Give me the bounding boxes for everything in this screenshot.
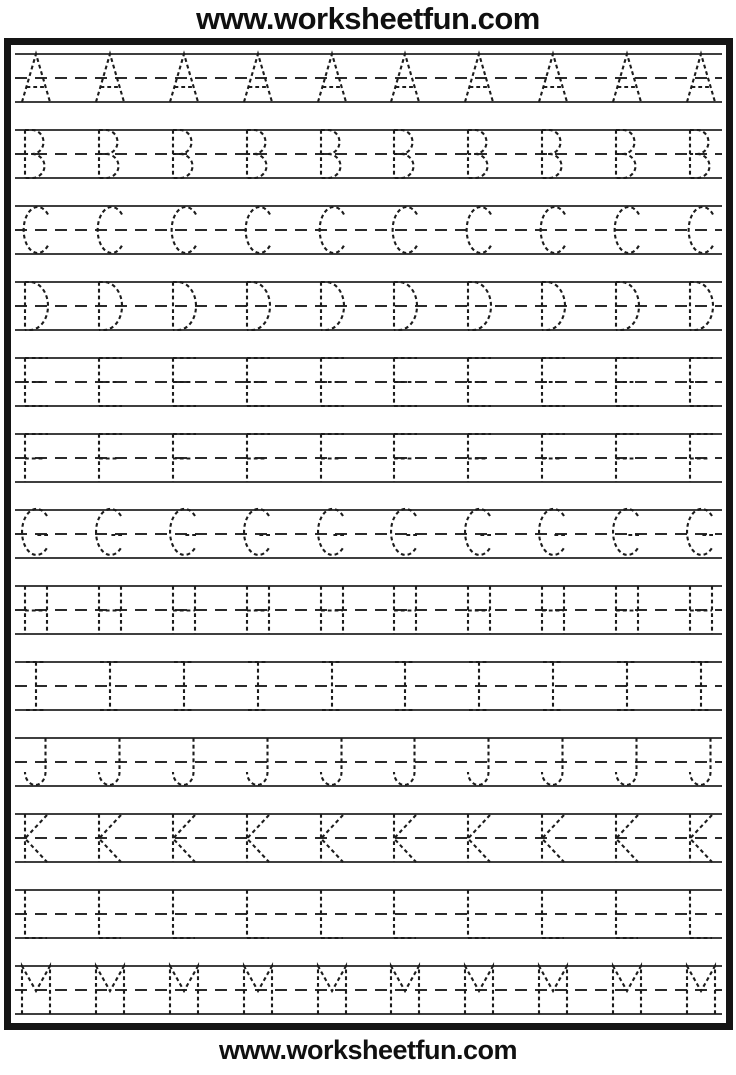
traceable-letter-i <box>241 660 275 712</box>
traceable-letter-h <box>684 584 718 636</box>
traceable-letter-a <box>610 52 644 104</box>
traceable-letter-d <box>19 280 53 332</box>
traceable-letter-h <box>536 584 570 636</box>
traceable-letter-e <box>388 356 422 408</box>
traceable-letter-d <box>536 280 570 332</box>
letter-track <box>15 204 722 256</box>
letter-track <box>15 660 722 712</box>
traceable-letter-m <box>167 964 201 1016</box>
traceable-letter-j <box>19 736 53 788</box>
traceable-letter-h <box>19 584 53 636</box>
traceable-letter-e <box>241 356 275 408</box>
traceable-letter-e <box>610 356 644 408</box>
page-footer <box>0 1030 736 1071</box>
traceable-letter-m <box>93 964 127 1016</box>
traceable-letter-c <box>315 204 349 256</box>
traceable-letter-b <box>167 128 201 180</box>
traceable-letter-e <box>462 356 496 408</box>
traceable-letter-m <box>315 964 349 1016</box>
traceable-letter-e <box>315 356 349 408</box>
traceable-letter-h <box>93 584 127 636</box>
traceable-letter-f <box>610 432 644 484</box>
traceable-letter-b <box>93 128 127 180</box>
traceable-letter-m <box>536 964 570 1016</box>
letter-track <box>15 584 722 636</box>
traceable-letter-f <box>167 432 201 484</box>
traceable-letter-j <box>462 736 496 788</box>
letter-track <box>15 888 722 940</box>
traceable-letter-k <box>241 812 275 864</box>
traceable-letter-c <box>684 204 718 256</box>
traceable-letter-a <box>462 52 496 104</box>
traceable-letter-h <box>241 584 275 636</box>
traceable-letter-a <box>388 52 422 104</box>
traceable-letter-a <box>536 52 570 104</box>
trace-row-l <box>15 889 722 939</box>
traceable-letter-l <box>167 888 201 940</box>
traceable-letter-i <box>684 660 718 712</box>
traceable-letter-e <box>93 356 127 408</box>
traceable-letter-k <box>388 812 422 864</box>
traceable-letter-l <box>241 888 275 940</box>
traceable-letter-a <box>19 52 53 104</box>
traceable-letter-f <box>684 432 718 484</box>
traceable-letter-k <box>19 812 53 864</box>
traceable-letter-m <box>19 964 53 1016</box>
traceable-letter-f <box>241 432 275 484</box>
trace-row-b <box>15 129 722 179</box>
traceable-letter-j <box>93 736 127 788</box>
traceable-letter-c <box>610 204 644 256</box>
traceable-letter-d <box>388 280 422 332</box>
traceable-letter-g <box>610 508 644 560</box>
traceable-letter-h <box>462 584 496 636</box>
traceable-letter-e <box>536 356 570 408</box>
site-url-header: www.worksheetfun.com <box>196 1 540 36</box>
traceable-letter-b <box>684 128 718 180</box>
traceable-letter-b <box>315 128 349 180</box>
traceable-letter-l <box>93 888 127 940</box>
traceable-letter-e <box>167 356 201 408</box>
traceable-letter-g <box>241 508 275 560</box>
traceable-letter-k <box>462 812 496 864</box>
traceable-letter-e <box>684 356 718 408</box>
traceable-letter-l <box>610 888 644 940</box>
traceable-letter-k <box>167 812 201 864</box>
traceable-letter-j <box>315 736 349 788</box>
traceable-letter-a <box>93 52 127 104</box>
traceable-letter-i <box>610 660 644 712</box>
traceable-letter-i <box>167 660 201 712</box>
traceable-letter-f <box>536 432 570 484</box>
traceable-letter-l <box>536 888 570 940</box>
trace-row-h <box>15 585 722 635</box>
traceable-letter-f <box>93 432 127 484</box>
traceable-letter-i <box>93 660 127 712</box>
traceable-letter-g <box>462 508 496 560</box>
traceable-letter-g <box>388 508 422 560</box>
trace-row-i <box>15 661 722 711</box>
traceable-letter-a <box>241 52 275 104</box>
traceable-letter-j <box>388 736 422 788</box>
traceable-letter-c <box>93 204 127 256</box>
traceable-letter-f <box>462 432 496 484</box>
traceable-letter-c <box>388 204 422 256</box>
traceable-letter-e <box>19 356 53 408</box>
letter-track <box>15 52 722 104</box>
traceable-letter-g <box>315 508 349 560</box>
traceable-letter-m <box>684 964 718 1016</box>
traceable-letter-i <box>315 660 349 712</box>
letter-track <box>15 812 722 864</box>
traceable-letter-g <box>19 508 53 560</box>
traceable-letter-a <box>167 52 201 104</box>
traceable-letter-c <box>462 204 496 256</box>
worksheet-rows <box>15 53 722 1015</box>
traceable-letter-h <box>610 584 644 636</box>
traceable-letter-m <box>241 964 275 1016</box>
traceable-letter-j <box>167 736 201 788</box>
traceable-letter-m <box>610 964 644 1016</box>
traceable-letter-h <box>167 584 201 636</box>
traceable-letter-k <box>684 812 718 864</box>
traceable-letter-g <box>536 508 570 560</box>
letter-track <box>15 432 722 484</box>
trace-row-f <box>15 433 722 483</box>
traceable-letter-d <box>241 280 275 332</box>
traceable-letter-l <box>462 888 496 940</box>
page-header <box>0 0 736 38</box>
traceable-letter-b <box>388 128 422 180</box>
traceable-letter-h <box>388 584 422 636</box>
traceable-letter-d <box>93 280 127 332</box>
traceable-letter-k <box>536 812 570 864</box>
traceable-letter-d <box>462 280 496 332</box>
traceable-letter-j <box>684 736 718 788</box>
trace-row-a <box>15 53 722 103</box>
traceable-letter-j <box>610 736 644 788</box>
traceable-letter-f <box>19 432 53 484</box>
trace-row-e <box>15 357 722 407</box>
letter-track <box>15 356 722 408</box>
traceable-letter-b <box>241 128 275 180</box>
traceable-letter-a <box>684 52 718 104</box>
traceable-letter-c <box>241 204 275 256</box>
trace-row-c <box>15 205 722 255</box>
traceable-letter-b <box>19 128 53 180</box>
traceable-letter-m <box>388 964 422 1016</box>
trace-row-d <box>15 281 722 331</box>
traceable-letter-i <box>536 660 570 712</box>
traceable-letter-j <box>241 736 275 788</box>
traceable-letter-g <box>93 508 127 560</box>
traceable-letter-i <box>19 660 53 712</box>
traceable-letter-b <box>536 128 570 180</box>
traceable-letter-f <box>388 432 422 484</box>
traceable-letter-f <box>315 432 349 484</box>
letter-track <box>15 128 722 180</box>
traceable-letter-l <box>19 888 53 940</box>
traceable-letter-d <box>167 280 201 332</box>
traceable-letter-c <box>167 204 201 256</box>
traceable-letter-k <box>315 812 349 864</box>
traceable-letter-j <box>536 736 570 788</box>
traceable-letter-b <box>462 128 496 180</box>
trace-row-m <box>15 965 722 1015</box>
traceable-letter-c <box>536 204 570 256</box>
traceable-letter-d <box>684 280 718 332</box>
traceable-letter-k <box>93 812 127 864</box>
traceable-letter-l <box>684 888 718 940</box>
letter-track <box>15 508 722 560</box>
trace-row-j <box>15 737 722 787</box>
letter-track <box>15 736 722 788</box>
traceable-letter-i <box>388 660 422 712</box>
letter-track <box>15 964 722 1016</box>
site-url-footer: www.worksheetfun.com <box>218 1035 518 1065</box>
letter-track <box>15 280 722 332</box>
traceable-letter-d <box>610 280 644 332</box>
traceable-letter-m <box>462 964 496 1016</box>
worksheet-frame <box>4 38 733 1030</box>
traceable-letter-l <box>388 888 422 940</box>
traceable-letter-i <box>462 660 496 712</box>
traceable-letter-d <box>315 280 349 332</box>
traceable-letter-c <box>19 204 53 256</box>
traceable-letter-g <box>684 508 718 560</box>
traceable-letter-h <box>315 584 349 636</box>
traceable-letter-l <box>315 888 349 940</box>
traceable-letter-a <box>315 52 349 104</box>
traceable-letter-k <box>610 812 644 864</box>
trace-row-g <box>15 509 722 559</box>
trace-row-k <box>15 813 722 863</box>
traceable-letter-b <box>610 128 644 180</box>
traceable-letter-g <box>167 508 201 560</box>
